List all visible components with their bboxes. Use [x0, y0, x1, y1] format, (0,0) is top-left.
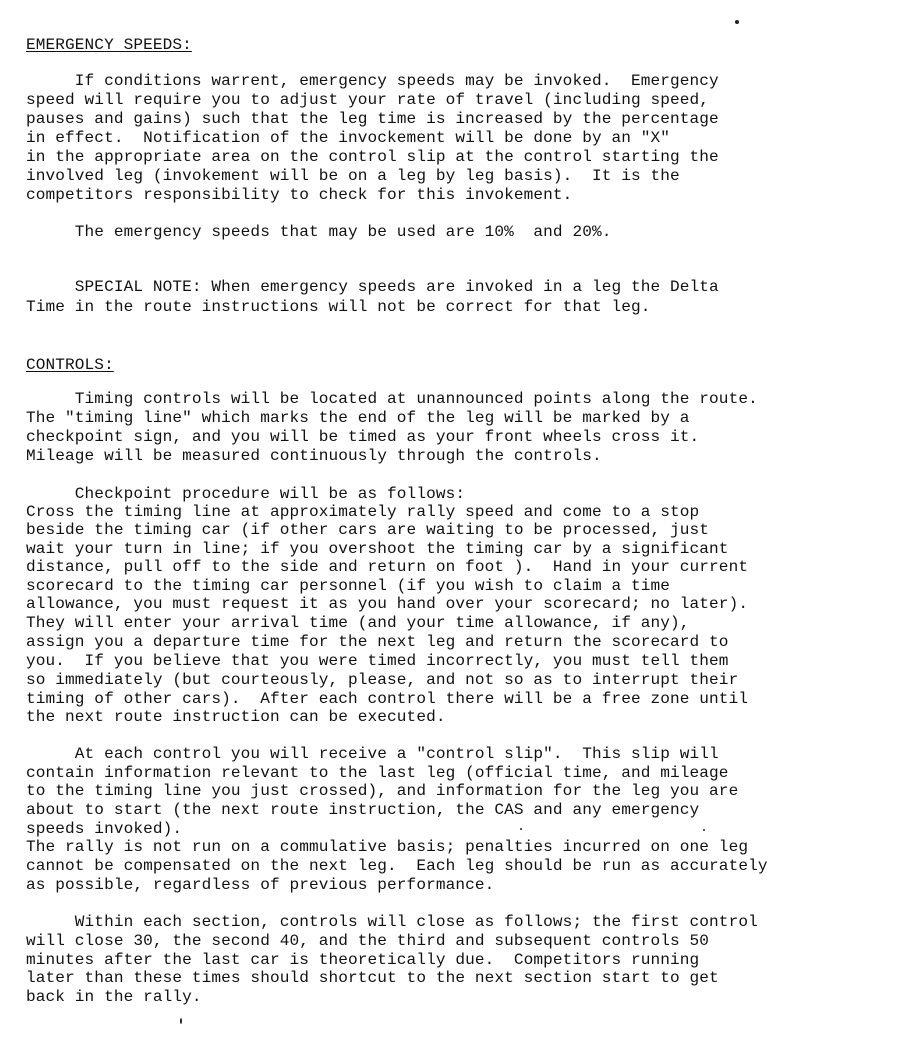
text-line: scorecard to the timing car personnel (if you wish to claim a time [26, 577, 671, 595]
text-line: contain information relevant to the last leg (official time, and mileage [26, 764, 729, 782]
scan-speck [520, 828, 522, 830]
text-line: wait your turn in line; if you overshoot the timing car by a significant [26, 540, 729, 558]
text-line: SPECIAL NOTE: When emergency speeds are invoked in a leg the Delta [26, 278, 719, 296]
text-line: At each control you will receive a "control slip". This slip will [26, 745, 719, 763]
text-line: speed will require you to adjust your rate of travel (including speed, [26, 91, 710, 109]
text-line: involved leg (invokement will be on a leg by leg basis). It is the [26, 167, 680, 185]
text-line: Mileage will be measured continuously through the controls. [26, 447, 602, 465]
text-line: later than these times should shortcut to the next section start to get [26, 969, 719, 987]
text-line: in the appropriate area on the control slip at the control starting the [26, 148, 719, 166]
text-line: in effect. Notification of the invockement will be done by an "X" [26, 129, 671, 147]
text-line: speeds invoked). [26, 820, 183, 838]
text-line: distance, pull off to the side and return on foot ). Hand in your current [26, 558, 749, 576]
text-line: as possible, regardless of previous performance. [26, 876, 495, 894]
text-line: back in the rally. [26, 988, 202, 1006]
text-line: The emergency speeds that may be used are 10% and 20%. [26, 223, 612, 241]
text-line: assign you a departure time for the next leg and return the scorecard to [26, 633, 729, 651]
scan-speck [180, 1018, 182, 1024]
text-line: Time in the route instructions will not be correct for that leg. [26, 298, 651, 316]
text-line: beside the timing car (if other cars are waiting to be processed, just [26, 521, 710, 539]
text-line: you. If you believe that you were timed incorrectly, you must tell them [26, 652, 729, 670]
text-line: Cross the timing line at approximately rally speed and come to a stop [26, 503, 700, 521]
section-heading-emergency-speeds: EMERGENCY SPEEDS: [26, 36, 192, 54]
section-heading-controls: CONTROLS: [26, 356, 114, 374]
scan-speck [735, 20, 739, 24]
text-line: timing of other cars). After each control there will be a free zone until [26, 690, 749, 708]
text-line: so immediately (but courteously, please, and not so as to interrupt their [26, 671, 739, 689]
text-line: competitors responsibility to check for this invokement. [26, 186, 573, 204]
text-line: about to start (the next route instruction, the CAS and any emergency [26, 801, 700, 819]
text-line: The rally is not run on a commulative basis; penalties incurred on one leg [26, 838, 749, 856]
text-line: Checkpoint procedure will be as follows: [26, 485, 466, 503]
text-line: cannot be compensated on the next leg. Each leg should be run as accurately [26, 857, 768, 875]
text-line: They will enter your arrival time (and your time allowance, if any), [26, 614, 690, 632]
text-line: checkpoint sign, and you will be timed as your front wheels cross it. [26, 428, 700, 446]
text-line: to the timing line you just crossed), and information for the leg you are [26, 782, 739, 800]
text-line: If conditions warrent, emergency speeds may be invoked. Emergency [26, 72, 719, 90]
text-line: the next route instruction can be executed. [26, 708, 446, 726]
text-line: minutes after the last car is theoretically due. Competitors running [26, 951, 700, 969]
text-line: Within each section, controls will close as follows; the first control [26, 913, 758, 931]
text-line: pauses and gains) such that the leg time is increased by the percentage [26, 110, 719, 128]
text-line: The "timing line" which marks the end of the leg will be marked by a [26, 409, 690, 427]
text-line: will close 30, the second 40, and the third and subsequent controls 50 [26, 932, 710, 950]
scan-speck [703, 829, 705, 831]
text-line: Timing controls will be located at unannounced points along the route. [26, 390, 758, 408]
text-line: allowance, you must request it as you hand over your scorecard; no later). [26, 595, 749, 613]
